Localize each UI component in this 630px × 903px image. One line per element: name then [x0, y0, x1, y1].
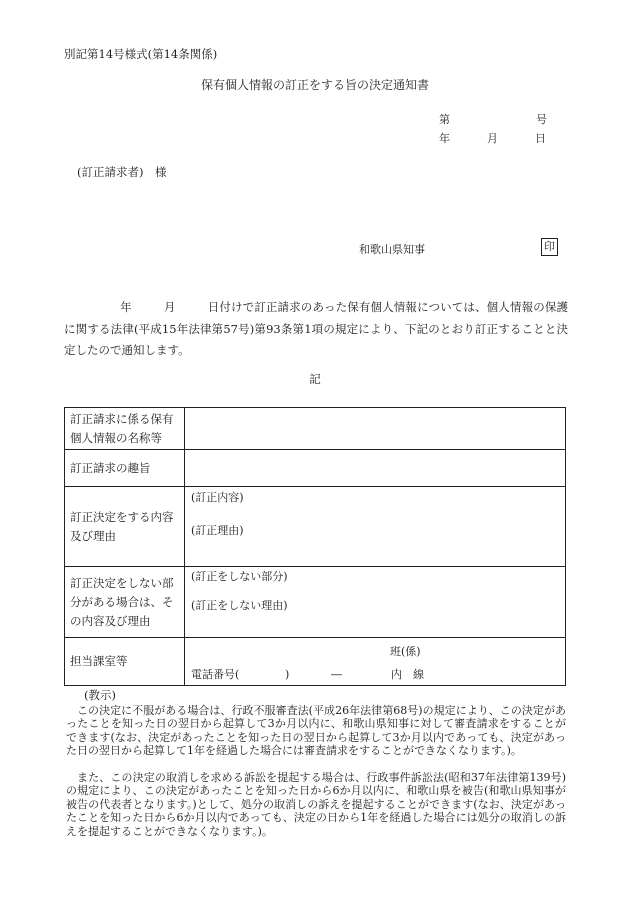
body-paragraph: [64, 297, 568, 362]
information-name-value: [185, 408, 565, 449]
body-year: 年: [120, 300, 132, 314]
label-line: 個人情報の名称等: [70, 430, 162, 445]
han-kakari-label: 班(係): [390, 645, 421, 658]
table-row: [65, 450, 565, 487]
label-line: 及び理由: [70, 528, 116, 543]
phone-number-label: 電話番号(: [191, 668, 240, 681]
date-day: 日: [535, 132, 546, 145]
extension-label: 内 線: [391, 668, 424, 681]
body-month: 月: [163, 300, 176, 314]
label-line: 分がある場合は、そ: [70, 594, 174, 609]
correction-content-label: (訂正内容): [191, 491, 244, 504]
seal-mark: 印: [541, 238, 558, 256]
decision-table: [64, 407, 566, 686]
row-label-information-name: [65, 408, 185, 449]
sender-governor: 和歌山県知事: [359, 243, 425, 256]
non-correction-value: [185, 567, 565, 637]
row-label-contact-section: [65, 638, 185, 685]
contact-section-value: [185, 638, 565, 685]
correction-decision-value: [185, 487, 565, 566]
phone-paren-close: ): [285, 668, 290, 681]
document-number-prefix: 第: [439, 113, 450, 126]
label-line: 訂正請求に係る保有: [70, 411, 174, 426]
table-row: [65, 567, 565, 638]
body-text: 日付けで訂正請求のあった保有個人情報については、個人情報の保護に関する法律(平成15年法律第57号)第93条第1項の規定により、下記のとおり訂正することと決定したので通知します。: [64, 300, 569, 357]
recipient-line: (訂正請求者) 様: [77, 165, 167, 179]
table-row: [65, 408, 565, 450]
label-line: 訂正決定をする内容: [70, 509, 174, 524]
notice-paragraph-lawsuit: また、この決定の取消しを求める訴訟を提起する場合は、行政事件訴訟法(昭和37年法律第139号)の規定により、この決定があったことを知った日から6か月以内に、和歌山県を被告(和歌山県知事が被告の代表者となります。)として、処分の取消しの訴えを提起することができます(なお、決定があったことを知った日から6か月以内であっても、決定の日から1年を経過した場合には処分の取消しの訴えを提起することができなくなります。)。: [66, 771, 566, 838]
date-month: 月: [487, 132, 498, 145]
document-number-suffix: 号: [536, 113, 547, 126]
table-row: [65, 638, 565, 685]
row-label-correction-decision: [65, 487, 185, 566]
ki-heading: 記: [309, 372, 321, 386]
non-correction-reason-label: (訂正をしない理由): [191, 599, 288, 612]
document-title: 保有個人情報の訂正をする旨の決定通知書: [200, 78, 429, 92]
notice-paragraph-appeal: この決定に不服がある場合は、行政不服審査法(平成26年法律第68号)の規定により、この決定があったことを知った日の翌日から起算して3か月以内に、和歌山県知事に対して審査請求をすることができます(なお、決定があったことを知った日の翌日から起算して3か月以内であっても、決定があった日の翌日から起算して1年を経過した場合には審査請求をすることができなくなります。)。: [66, 704, 566, 758]
label-line: 担当課室等: [70, 654, 128, 668]
notice-heading: (教示): [84, 688, 116, 702]
label-line: 訂正決定をしない部: [70, 575, 174, 590]
row-label-request-purpose: [65, 450, 185, 486]
label-line: の内容及び理由: [70, 613, 151, 628]
non-correction-part-label: (訂正をしない部分): [191, 570, 288, 583]
table-row: [65, 487, 565, 567]
request-purpose-value: [185, 450, 565, 486]
label-line: 訂正請求の趣旨: [70, 460, 151, 475]
row-label-non-correction: [65, 567, 185, 637]
phone-dash: ―: [331, 668, 342, 681]
form-number: 別記第14号様式(第14条関係): [64, 47, 218, 61]
date-year: 年: [439, 132, 450, 145]
correction-reason-label: (訂正理由): [191, 524, 244, 537]
